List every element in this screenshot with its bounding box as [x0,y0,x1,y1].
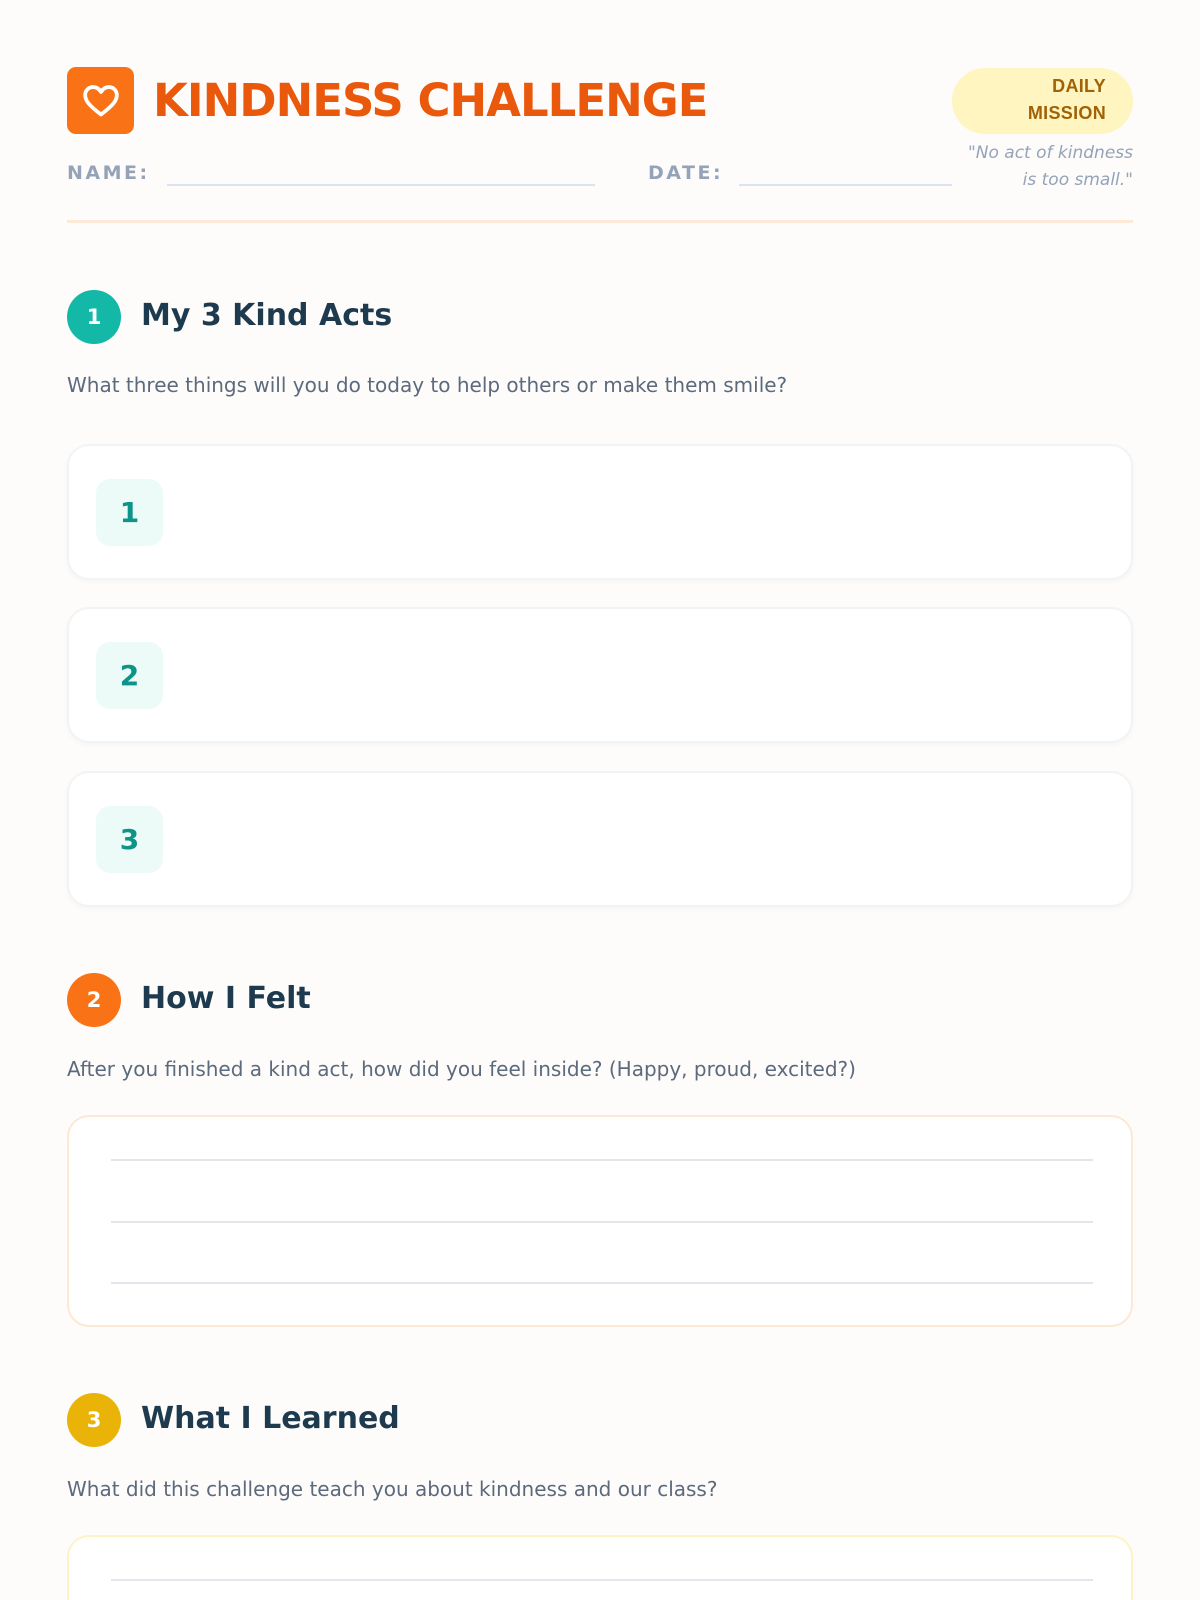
section-number: 2 [67,973,121,1027]
act-number: 1 [96,479,163,546]
date-label: DATE: [648,162,724,184]
quote-line-1: "No act of kindness [967,143,1133,163]
section-how-i-felt-header [67,973,1133,1027]
daily-mission-badge [952,68,1133,134]
section-description: After you finished a kind act, how did you feel inside? (Happy, proud, excited?) [67,1057,856,1081]
name-label: NAME: [67,162,150,184]
what-i-learned-writing-area[interactable] [67,1535,1133,1600]
writing-line [111,1579,1093,1581]
section-title: My 3 Kind Acts [141,298,393,333]
section-number: 1 [67,290,121,344]
kind-act-card-3[interactable] [67,771,1133,907]
kindness-quote [933,140,1133,194]
logo-badge [67,67,134,134]
section-what-i-learned-header [67,1393,1133,1447]
name-field[interactable] [167,184,595,186]
section-number: 3 [67,1393,121,1447]
badge-line-1: DAILY [1052,76,1106,96]
header-divider [67,220,1133,223]
header [67,67,1133,224]
heart-icon [82,82,120,120]
section-description: What three things will you do today to help others or make them smile? [67,373,788,397]
act-number: 2 [96,642,163,709]
page-title: KINDNESS CHALLENGE [153,74,708,127]
writing-line [111,1221,1093,1223]
quote-line-2: is too small." [1022,170,1133,190]
badge-line-2: MISSION [1027,103,1106,123]
section-title: How I Felt [141,981,311,1016]
writing-line [111,1282,1093,1284]
kind-act-card-2[interactable] [67,607,1133,743]
date-field[interactable] [739,184,952,186]
how-i-felt-writing-area[interactable] [67,1115,1133,1327]
writing-line [111,1159,1093,1161]
section-title: What I Learned [141,1401,400,1436]
section-kind-acts-header [67,290,1133,344]
act-number: 3 [96,806,163,873]
section-description: What did this challenge teach you about kindness and our class? [67,1477,718,1501]
kind-act-card-1[interactable] [67,444,1133,580]
worksheet-page [67,0,1133,1600]
